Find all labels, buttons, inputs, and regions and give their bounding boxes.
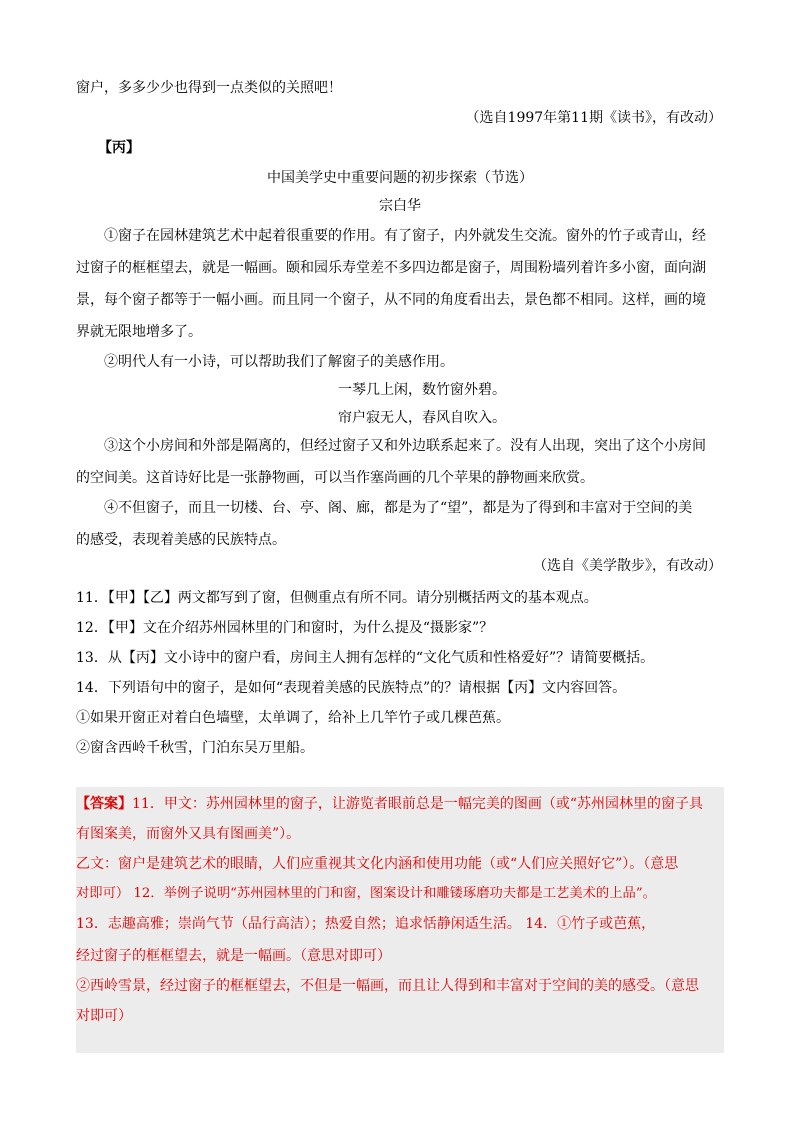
answer-line: 有图案美，而窗外又具有图画美”）。: [76, 826, 301, 842]
paragraph-4-line: 的感受，表现着美感的民族特点。: [76, 532, 286, 548]
answer-line: 经过窗子的框框望去，就是一幅画。（意思对即可）: [76, 948, 391, 964]
poem-line: 帘户寂无人，春风自吹入。: [338, 410, 506, 426]
question-14-item: ②窗含西岭千秋雪，门泊东吴万里船。: [76, 740, 314, 756]
paragraph-3-line: ③这个小房间和外部是隔离的，但经过窗子又和外边联系起来了。没有人出现，突出了这个小房间: [104, 438, 706, 454]
source-citation-a: （选自1997年第11期《读书》，有改动）: [465, 110, 722, 126]
answer-label: 【答案】: [76, 796, 132, 812]
question-12: 12．【甲】文在介绍苏州园林里的门和窗时，为什么提及“摄影家”？: [76, 620, 494, 636]
question-11: 11．【甲】【乙】两文都写到了窗，但侧重点有所不同。请分别概括两文的基本观点。: [76, 590, 598, 606]
answer-text: 11．甲文：苏州园林里的窗子，让游览者眼前总是一幅完美的图画（或“苏州园林里的窗子具: [132, 796, 703, 812]
question-13: 13．从【丙】文小诗中的窗户看，房间主人拥有怎样的“文化气质和性格爱好”？请简要概括。: [76, 650, 655, 666]
section-label: 【丙】: [98, 140, 140, 156]
article-title: 中国美学史中重要问题的初步探索（节选）: [267, 170, 533, 186]
paragraph-1-line: 界就无限地增多了。: [76, 324, 202, 340]
answer-line-1: [76, 794, 703, 814]
question-14-item: ①如果开窗正对着白色墙壁，太单调了，给补上几竿竹子或几棵芭蕉。: [76, 710, 510, 726]
question-14: 14．下列语句中的窗子，是如何“表现着美感的民族特点”的？请根据【丙】文内容回答。: [76, 680, 627, 696]
answer-line: 对即可）: [76, 1008, 132, 1024]
paragraph-2: ②明代人有一小诗，可以帮助我们了解窗子的美感作用。: [104, 354, 454, 370]
paragraph-1-line: 过窗子的框框望去，就是一幅画。颐和园乐寿堂差不多四边都是窗子，周围粉墙列着许多小窗，面向湖: [76, 260, 706, 276]
answer-line: 对即可） 12．举例子说明“苏州园林里的门和窗，图案设计和雕镂琢磨功夫都是工艺美术的上品”。: [76, 886, 656, 901]
paragraph-1-line: ①窗子在园林建筑艺术中起着很重要的作用。有了窗子，内外就发生交流。窗外的竹子或青山，经: [104, 228, 706, 244]
paragraph-3-line: 的空间美。这首诗好比是一张静物画，可以当作塞尚画的几个苹果的静物画来欣赏。: [76, 470, 594, 486]
paragraph-4-line: ④不但窗子，而且一切楼、台、亭、阁、廊，都是为了“望”，都是为了得到和丰富对于空间的美: [104, 500, 693, 516]
paragraph-1-line: 景，每个窗子都等于一幅小画。而且同一个窗子，从不同的角度看出去，景色都不相同。这样，画的境: [76, 292, 706, 308]
article-author: 宗白华: [379, 198, 421, 214]
answer-line: 13．志趣高雅；崇尚气节（品行高洁）；热爱自然；追求恬静闲适生活。 14．①竹子或芭蕉，: [76, 916, 656, 932]
answer-line: ②西岭雪景，经过窗子的框框望去，不但是一幅画，而且让人得到和丰富对于空间的美的感受。（意思: [76, 978, 699, 994]
continuation-text: 窗户，多多少少也得到一点类似的关照吧！: [76, 80, 342, 96]
answer-line: 乙文：窗户是建筑艺术的眼睛，人们应重视其文化内涵和使用功能（或“人们应关照好它”）。（意思: [76, 856, 679, 872]
source-citation-b: （选自《美学散步》，有改动）: [533, 558, 722, 574]
poem-line: 一琴几上闲，数竹窗外碧。: [338, 382, 506, 398]
